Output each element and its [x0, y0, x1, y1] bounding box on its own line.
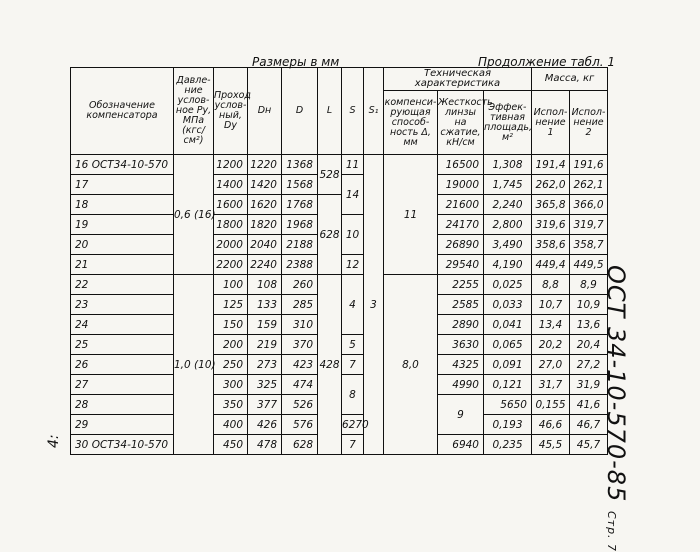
cell-d: 1768: [282, 195, 318, 215]
cell-stiffness: 29540: [438, 255, 484, 275]
cell-d: 2388: [282, 255, 318, 275]
cell-stiffness: 19000: [438, 175, 484, 195]
cell-dn: 2040: [248, 235, 282, 255]
cell-d: 1368: [282, 155, 318, 175]
cell-dn: 159: [248, 315, 282, 335]
cell-mass2: 366,0: [570, 195, 608, 215]
cell-l-group: 628: [318, 195, 342, 275]
cell-dn: 377: [248, 395, 282, 415]
cell-stiffness: 2890: [438, 315, 484, 335]
cell-dn: 1420: [248, 175, 282, 195]
cell-designation: 29: [71, 415, 174, 435]
cell-designation: 30 ОСТ34-10-570: [71, 435, 174, 455]
cell-s: 5: [342, 335, 364, 355]
cell-mass2: 262,1: [570, 175, 608, 195]
cell-dy: 1600: [214, 195, 248, 215]
cell-mass1: 262,0: [532, 175, 570, 195]
cell-area: 0,091: [484, 355, 532, 375]
cell-mass2: 319,7: [570, 215, 608, 235]
cell-d: 423: [282, 355, 318, 375]
cell-s: 4: [342, 275, 364, 335]
page-number: Стр. 7: [605, 510, 618, 552]
compensator-table: [70, 67, 608, 455]
header-exec2: Испол-нение 2: [570, 91, 608, 155]
cell-mass2: 8,9: [570, 275, 608, 295]
header-pressure: Давле-ние услов-ное Pу, МПа (кгс/см²): [174, 68, 214, 155]
header-designation: Обозначение компенсатора: [71, 68, 174, 155]
cell-dy: 2000: [214, 235, 248, 255]
cell-dn: 478: [248, 435, 282, 455]
cell-stiffness: 4325: [438, 355, 484, 375]
cell-dy: 125: [214, 295, 248, 315]
cell-l-group: 428: [318, 275, 342, 455]
cell-area: 4,190: [484, 255, 532, 275]
cell-s: 9: [438, 395, 484, 435]
cell-s: 10: [342, 215, 364, 255]
cell-l-group: 528: [318, 155, 342, 195]
cell-mass2: 46,7: [570, 415, 608, 435]
cell-dn: 133: [248, 295, 282, 315]
cell-dn: 219: [248, 335, 282, 355]
cell-dy: 1200: [214, 155, 248, 175]
cell-area: 0,041: [484, 315, 532, 335]
cell-delta-group: 8,0: [384, 275, 438, 455]
cell-mass1: 45,5: [532, 435, 570, 455]
cell-dy: 100: [214, 275, 248, 295]
header-s1: S₁: [364, 68, 384, 155]
table-row: [71, 195, 608, 215]
cell-stiffness: 5650: [484, 395, 532, 415]
cell-mass1: 365,8: [532, 195, 570, 215]
header-tech-group: Техническая характеристика: [384, 68, 532, 91]
cell-designation: 20: [71, 235, 174, 255]
cell-d: 1568: [282, 175, 318, 195]
cell-designation: 16 ОСТ34-10-570: [71, 155, 174, 175]
cell-dy: 1800: [214, 215, 248, 235]
cell-d: 474: [282, 375, 318, 395]
cell-dn: 1220: [248, 155, 282, 175]
cell-stiffness: 16500: [438, 155, 484, 175]
cell-area: 1,308: [484, 155, 532, 175]
header-mass-group: Масса, кг: [532, 68, 608, 91]
cell-mass1: 319,6: [532, 215, 570, 235]
header-dn: Dн: [248, 68, 282, 155]
cell-s: 7: [342, 435, 364, 455]
cell-area: 0,121: [484, 375, 532, 395]
cell-stiffness: 2585: [438, 295, 484, 315]
cell-s1-group: 3: [364, 155, 384, 455]
cell-dy: 400: [214, 415, 248, 435]
cell-stiffness: 21600: [438, 195, 484, 215]
cell-area: 3,490: [484, 235, 532, 255]
cell-area: 2,240: [484, 195, 532, 215]
cell-mass2: 13,6: [570, 315, 608, 335]
cell-dn: 1620: [248, 195, 282, 215]
table-row: [71, 155, 608, 175]
cell-designation: 19: [71, 215, 174, 235]
cell-area: 1,745: [484, 175, 532, 195]
cell-d: 370: [282, 335, 318, 355]
cell-designation: 23: [71, 295, 174, 315]
cell-s: 8: [342, 375, 364, 415]
cell-d: 526: [282, 395, 318, 415]
cell-stiffness: 3630: [438, 335, 484, 355]
cell-mass1: 46,6: [532, 415, 570, 435]
cell-stiffness: 26890: [438, 235, 484, 255]
cell-dn: 2240: [248, 255, 282, 275]
cell-dn: 325: [248, 375, 282, 395]
cell-mass2: 27,2: [570, 355, 608, 375]
header-l: L: [318, 68, 342, 155]
cell-d: 2188: [282, 235, 318, 255]
cell-d: 260: [282, 275, 318, 295]
header-eff-area: Эффек-тивная площадь, м²: [484, 91, 532, 155]
cell-mass1: 449,4: [532, 255, 570, 275]
cell-d: 628: [282, 435, 318, 455]
cell-pressure-group: 0,6 (16): [174, 155, 214, 275]
page-corner-mark: 4:: [46, 434, 62, 448]
cell-dn: 273: [248, 355, 282, 375]
cell-designation: 28: [71, 395, 174, 415]
cell-mass1: 41,6: [570, 395, 608, 415]
cell-mass2: 358,7: [570, 235, 608, 255]
cell-stiffness: 4990: [438, 375, 484, 395]
cell-dy: 350: [214, 395, 248, 415]
cell-stiffness: 2255: [438, 275, 484, 295]
header-exec1: Испол-нение 1: [532, 91, 570, 155]
standard-code-stamp: [602, 265, 630, 552]
cell-dy: 150: [214, 315, 248, 335]
cell-s: 14: [342, 175, 364, 215]
standard-code: ОСТ 34-10-570-85: [602, 265, 630, 503]
header-s: S: [342, 68, 364, 155]
header-comp-ability: компенси-рующая способ-ность Δ, мм: [384, 91, 438, 155]
cell-dy: 1400: [214, 175, 248, 195]
header-passage: Проход услов-ный, Dу: [214, 68, 248, 155]
cell-s: 7: [342, 355, 364, 375]
cell-d: 576: [282, 415, 318, 435]
table-row: [71, 275, 608, 295]
cell-area: 0,033: [484, 295, 532, 315]
header-d: D: [282, 68, 318, 155]
cell-dy: 450: [214, 435, 248, 455]
cell-stiffness: 6940: [438, 435, 484, 455]
cell-s: 12: [342, 255, 364, 275]
cell-d: 310: [282, 315, 318, 335]
cell-designation: 25: [71, 335, 174, 355]
cell-mass1: 191,4: [532, 155, 570, 175]
cell-dy: 250: [214, 355, 248, 375]
cell-area: 2,800: [484, 215, 532, 235]
cell-designation: 27: [71, 375, 174, 395]
cell-mass2: 31,9: [570, 375, 608, 395]
cell-stiffness: 24170: [438, 215, 484, 235]
cell-designation: 22: [71, 275, 174, 295]
cell-mass2: 20,4: [570, 335, 608, 355]
cell-designation: 18: [71, 195, 174, 215]
cell-area: 0,155: [532, 395, 570, 415]
header-stiffness: Жесткость линзы на сжатие, кН/см: [438, 91, 484, 155]
cell-mass1: 10,7: [532, 295, 570, 315]
cell-area: 0,193: [484, 415, 532, 435]
size-units-caption: Размеры в мм: [252, 55, 340, 69]
cell-mass2: 10,9: [570, 295, 608, 315]
cell-dn: 108: [248, 275, 282, 295]
cell-designation: 17: [71, 175, 174, 195]
cell-mass2: 449,5: [570, 255, 608, 275]
cell-d: 285: [282, 295, 318, 315]
cell-mass1: 8,8: [532, 275, 570, 295]
cell-designation: 21: [71, 255, 174, 275]
cell-dy: 2200: [214, 255, 248, 275]
cell-designation: 24: [71, 315, 174, 335]
cell-mass2: 191,6: [570, 155, 608, 175]
cell-dn: 1820: [248, 215, 282, 235]
cell-mass1: 27,0: [532, 355, 570, 375]
cell-mass1: 13,4: [532, 315, 570, 335]
cell-designation: 26: [71, 355, 174, 375]
cell-area: 0,025: [484, 275, 532, 295]
cell-mass1: 20,2: [532, 335, 570, 355]
cell-s: 11: [342, 155, 364, 175]
cell-area: 0,235: [484, 435, 532, 455]
cell-d: 1968: [282, 215, 318, 235]
cell-mass1: 31,7: [532, 375, 570, 395]
cell-area: 0,065: [484, 335, 532, 355]
cell-pressure-group: 1,0 (10): [174, 275, 214, 455]
cell-mass1: 358,6: [532, 235, 570, 255]
cell-mass2: 45,7: [570, 435, 608, 455]
cell-delta-group: 11: [384, 155, 438, 275]
cell-dy: 200: [214, 335, 248, 355]
table-continuation-caption: Продолжение табл. 1: [478, 55, 616, 69]
cell-dn: 426: [248, 415, 282, 435]
cell-dy: 300: [214, 375, 248, 395]
cell-stiffness: 6270: [342, 415, 364, 435]
